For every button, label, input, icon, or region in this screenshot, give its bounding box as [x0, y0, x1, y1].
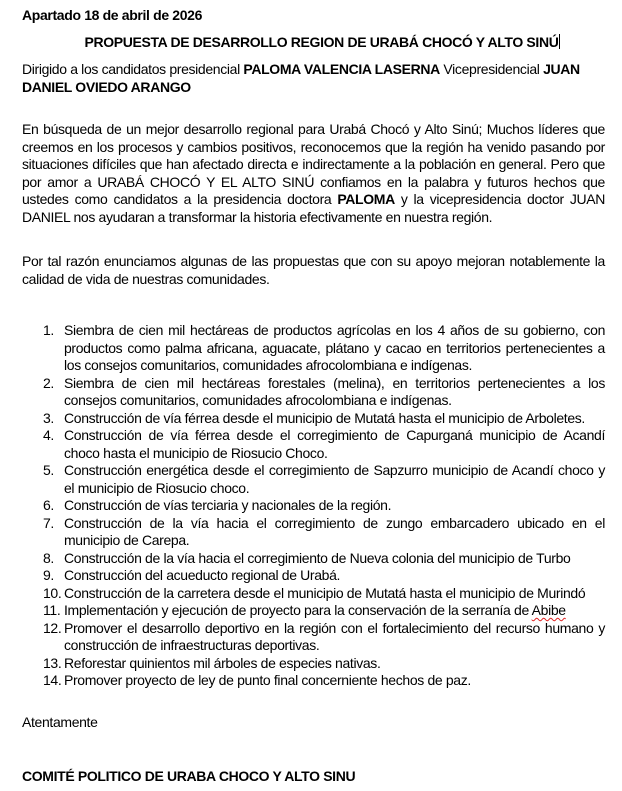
reason-paragraph: Por tal razón enunciamos algunas de las propuestas que con su apoyo mejoran notablemente la calidad de vida de nuestras comunidades. [22, 253, 605, 287]
intro-part2: y la vicepresidencia doctor JUAN DANIEL nos ayudaran a transformar la historia efectivamente en nuestra región. [22, 191, 605, 225]
proposal-number: 8. [43, 549, 54, 566]
proposal-item [43, 567, 605, 585]
proposal-text: Construcción del acueducto regional de Urabá. [64, 567, 341, 583]
proposal-number: 2. [43, 374, 54, 391]
proposal-text: Construcción de la vía hacia el corregimiento de Nueva colonia del municipio de Turbo [64, 549, 571, 566]
proposal-text: Siembra de cien mil hectáreas forestales (melina), en territorios pertenecientes a los consejos comunitarios, comunidades afrocolombiana e indígenas. [64, 374, 605, 408]
proposal-item [43, 375, 605, 410]
proposal-number: 6. [43, 497, 54, 513]
proposal-item [43, 410, 605, 428]
proposal-number: 1. [43, 322, 54, 338]
date-line: Apartado 18 de abril de 2026 [22, 7, 203, 23]
proposal-number: 10. [43, 584, 62, 601]
proposal-number: 12. [43, 619, 62, 636]
intro-bold-name: PALOMA [337, 191, 395, 207]
proposal-item [43, 515, 605, 550]
intro-paragraph [22, 121, 605, 226]
addressee-middle: Vicepresidencial [439, 61, 544, 77]
proposal-item [43, 672, 605, 690]
proposal-item [43, 550, 605, 568]
proposal-text: Construcción de vías terciaria y nacionales de la región. [64, 497, 392, 513]
intro-part1: En búsqueda de un mejor desarrollo regional para Urabá Chocó y Alto Sinú; Muchos líderes que creemos en los procesos y cambios positivos, reconocemos que la región ha venido pasando por situaciones difíciles que han afectado directa e indirectamente a la población en general. Pero que por amor a URABÁ CHOCÓ Y EL ALTO SINÚ confiamos en la palabra y futuros hechos que ustedes como candidatos a la presidencia doctora [22, 121, 605, 207]
document-title-text: PROPUESTA DE DESARROLLO REGION DE URABÁ CHOCÓ Y ALTO SINÚ [84, 34, 559, 50]
addressee-paragraph [22, 61, 605, 96]
signature-line: COMITÉ POLITICO DE URABA CHOCO Y ALTO SINU [22, 768, 356, 784]
proposal-text: Siembra de cien mil hectáreas de productos agrícolas en los 4 años de su gobierno, con productos como palma africana, aguacate, plátano y cacao en territorios pertenecientes a los consejos comunitarios, comunidades afrocolombiana e indígenas. [64, 322, 605, 373]
proposal-number: 11. [43, 602, 61, 618]
spellcheck-flagged-word[interactable]: Abibe [531, 602, 566, 618]
proposal-number: 7. [43, 514, 54, 531]
proposal-number: 5. [43, 462, 54, 478]
proposal-text: Construcción energética desde el corregimiento de Sapzurro municipio de Acandí choco y el municipio de Riosucio choco. [64, 462, 605, 496]
document-title [22, 34, 605, 52]
proposal-number: 14. [43, 672, 62, 688]
text-cursor [559, 34, 560, 49]
proposal-text: Construcción de vía férrea desde el municipio de Mutatá hasta el municipio de Arboletes. [64, 409, 585, 426]
proposal-item [43, 585, 605, 603]
proposal-number: 3. [43, 409, 54, 426]
proposal-text: Promover proyecto de ley de punto final concerniente hechos de paz. [64, 672, 471, 688]
proposal-text: Construcción de la carretera desde el municipio de Mutatá hasta el municipio de Murindó [64, 584, 586, 601]
proposal-text: Reforestar quinientos mil árboles de especies nativas. [64, 654, 381, 671]
proposal-text: Construcción de la vía hacia el corregimiento de zungo embarcadero ubicado en el municipio de Carepa. [64, 514, 605, 548]
proposal-item [43, 602, 605, 620]
vice-candidate-name: JUAN DANIEL OVIEDO ARANGO [22, 61, 580, 95]
proposals-list [43, 322, 605, 690]
proposal-item [43, 655, 605, 673]
proposal-item [43, 497, 605, 515]
proposal-item [43, 620, 605, 655]
proposal-number: 13. [43, 654, 62, 671]
proposal-text: Implementación y ejecución de proyecto para la conservación de la serranía de [64, 602, 532, 618]
proposal-number: 9. [43, 567, 54, 583]
closing-line: Atentamente [22, 714, 98, 730]
proposal-number: 4. [43, 427, 54, 443]
proposal-text: Construcción de vía férrea desde el corregimiento de Capurganá municipio de Acandí choco hasta el municipio de Riosucio Choco. [64, 427, 605, 461]
proposal-text: Promover el desarrollo deportivo en la región con el fortalecimiento del recurso humano y construcción de infraestructuras deportivas. [64, 619, 605, 653]
proposal-item [43, 427, 605, 462]
proposal-item [43, 462, 605, 497]
president-candidate-name: PALOMA VALENCIA LASERNA [243, 61, 440, 77]
addressee-prefix: Dirigido a los candidatos presidencial [22, 61, 244, 77]
proposal-item [43, 322, 605, 375]
